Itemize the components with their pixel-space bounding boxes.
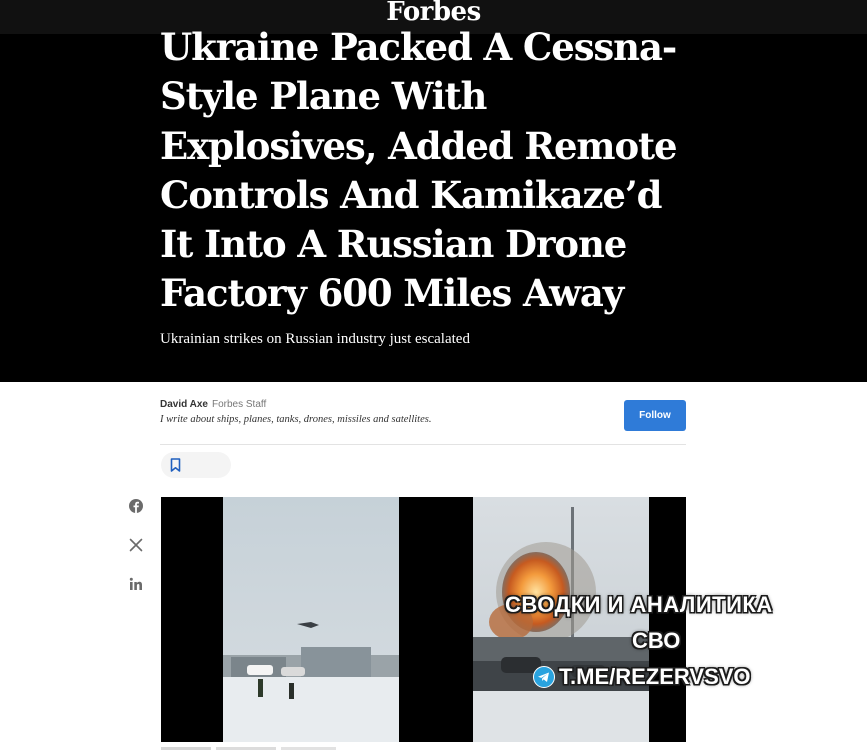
telegram-icon [533, 666, 555, 688]
forbes-logo[interactable]: Forbes [386, 0, 481, 27]
watermark-line-1: СВОДКИ И АНАЛИТИКА [505, 592, 773, 617]
watermark-line-2: СВО [632, 628, 681, 653]
article-headline: Ukraine Packed A Cessna-Style Plane With Explosives, Added Remote Controls And Kamikaze’d It Into A Russian Drone Factory 600 Miles Away [160, 25, 677, 316]
video-frame [161, 497, 686, 742]
author-name[interactable]: David Axe [160, 399, 208, 410]
linkedin-icon[interactable] [128, 576, 144, 592]
facebook-icon[interactable] [128, 498, 144, 514]
divider [160, 444, 686, 445]
watermark-url: T.ME/REZERVSVO [559, 664, 751, 689]
media-caption-fragment [161, 746, 361, 751]
author-role: Forbes Staff [211, 399, 267, 410]
follow-button[interactable]: Follow [624, 400, 686, 431]
article-hero [0, 25, 867, 382]
author-bio: I write about ships, planes, tanks, drones, missiles and satellites. [160, 414, 432, 425]
x-twitter-icon[interactable] [128, 537, 144, 553]
save-article-button[interactable] [161, 452, 231, 478]
article-dek: Ukrainian strikes on Russian industry just escalated [160, 331, 470, 347]
watermark-line-3 [533, 664, 751, 690]
article-video[interactable] [161, 497, 686, 742]
bookmark-icon [169, 458, 182, 472]
